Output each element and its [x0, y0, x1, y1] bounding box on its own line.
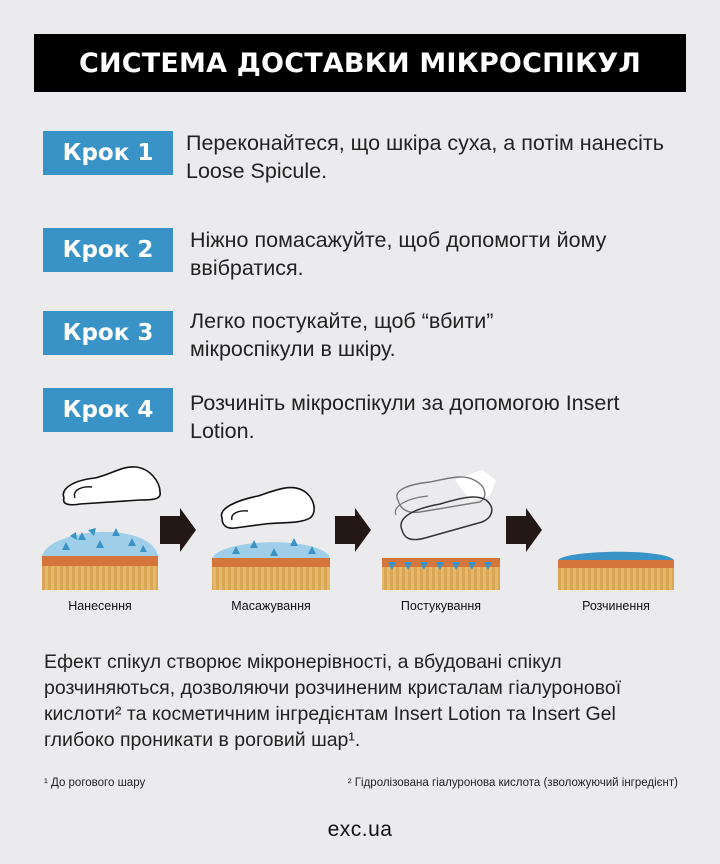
- stage-label-application: Нанесення: [68, 599, 132, 613]
- stage-label-tapping: Постукування: [400, 599, 482, 613]
- stage-label-massage: Масажування: [231, 599, 311, 613]
- step-2-text: Ніжно помасажуйте, щоб допомогти йому ввібратися.: [190, 228, 607, 280]
- step-4-text: Розчиніть мікроспікули за допомогою Insert Lotion.: [190, 391, 620, 443]
- arrow-right-icon: [160, 508, 196, 552]
- stage-dissolving-illustration: [558, 552, 674, 590]
- stage-tapping-illustration: [382, 470, 500, 590]
- footnote-2: ² Гідролізована гіалуронова кислота (зволожуючий інгредієнт): [347, 777, 678, 789]
- arrow-right-icon: [506, 508, 542, 552]
- stage-massage-illustration: [212, 488, 330, 590]
- arrow-right-icon: [335, 508, 371, 552]
- stage-application-illustration: [42, 467, 160, 590]
- step-3-badge: Крок 3: [43, 311, 173, 355]
- step-4-badge: Крок 4: [43, 388, 173, 432]
- site-link[interactable]: exc.ua: [327, 818, 393, 841]
- footnote-1: ¹ До рогового шару: [44, 777, 146, 789]
- stage-label-dissolving: Розчинення: [582, 599, 650, 613]
- page-title: СИСТЕМА ДОСТАВКИ МІКРОСПІКУЛ: [34, 34, 686, 92]
- step-3-text: Легко постукайте, щоб “вбити” мікроспікули в шкіру.: [190, 309, 494, 361]
- process-diagram: [0, 462, 720, 622]
- step-1-badge: Крок 1: [43, 131, 173, 175]
- step-1-text: Переконайтеся, що шкіра суха, а потім нанесіть Loose Spicule.: [186, 131, 664, 183]
- step-2-badge: Крок 2: [43, 228, 173, 272]
- description-paragraph: Ефект спікул створює мікронерівності, а вбудовані спікул розчиняються, дозволяючи розчиненим кристалам гіалуронової кислоти² та косметичним інгредієнтам Insert Lotion та Insert Gel глибоко проникати в роговий шар¹.: [44, 651, 622, 751]
